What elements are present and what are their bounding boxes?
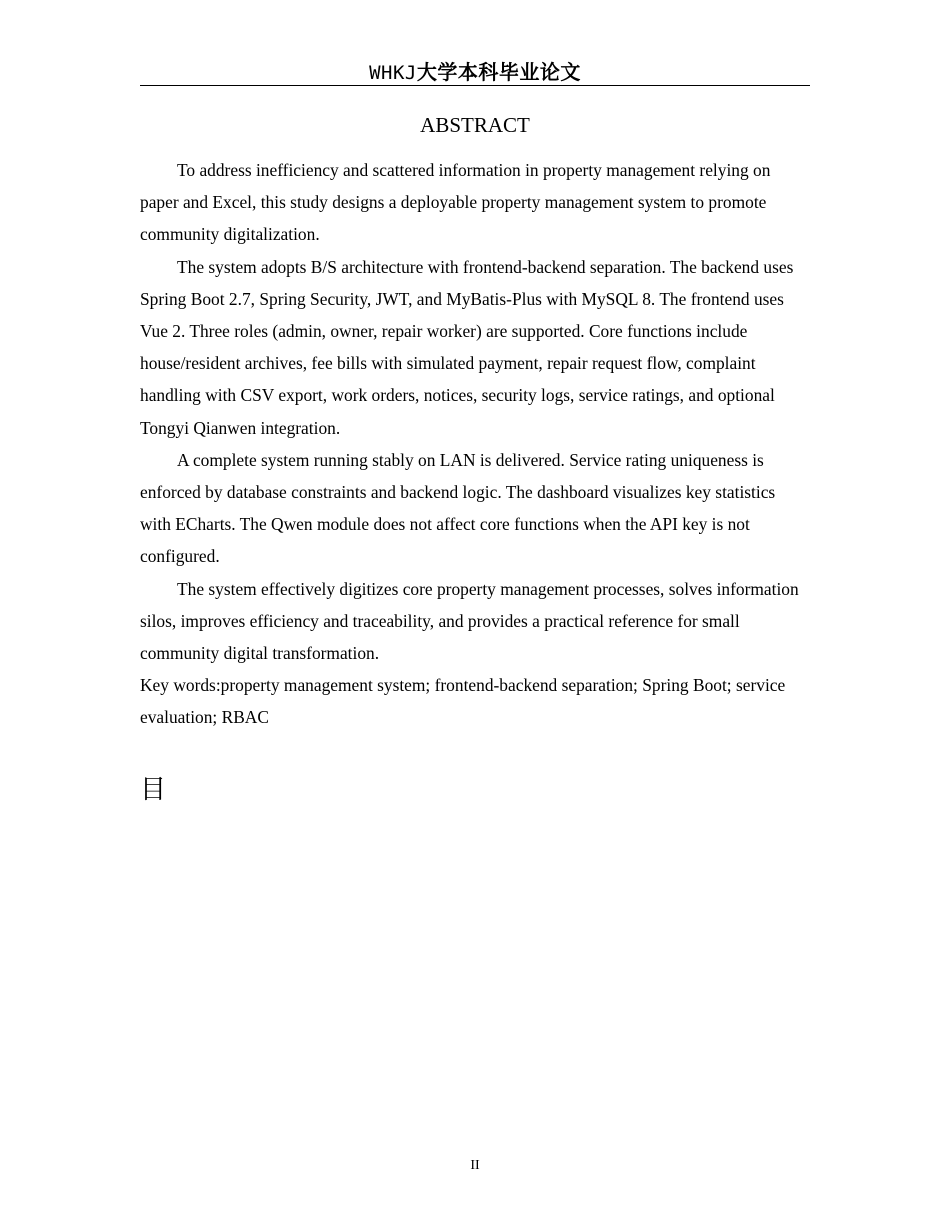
abstract-paragraph-3: A complete system running stably on LAN is delivered. Service rating uniqueness is enforced by database constraints and backend logic. The dashboard visualizes key statistics with ECharts. The Qwen module does not affect core functions when the API key is not configured. (140, 449, 776, 567)
running-header (140, 58, 810, 86)
header-latin-text: WHKJ (369, 62, 417, 84)
toc-heading: 目 (140, 775, 167, 805)
abstract-paragraph-2: The system adopts B/S architecture with frontend-backend separation. The backend uses Spring Boot 2.7, Spring Security, JWT, and MyBatis-Plus with MySQL 8. The frontend uses Vue 2. Three roles (admin, owner, repair worker) are supported. Core functions include house/resident archives, fee bills with simulated payment, repair request flow, complaint handling with CSV export, work orders, notices, security logs, service ratings, and optional Tongyi Qianwen integration. (140, 256, 794, 438)
abstract-paragraph-1: To address inefficiency and scattered information in property management relying on paper and Excel, this study designs a deployable property management system to promote community digitalization. (140, 160, 771, 245)
abstract-keywords: Key words:property management system; frontend-backend separation; Spring Boot; service evaluation; RBAC (140, 675, 786, 728)
abstract-body (140, 154, 810, 734)
abstract-title: ABSTRACT (420, 113, 530, 137)
header-cjk-text: 大学本科毕业论文 (416, 60, 581, 84)
abstract-paragraph-4: The system effectively digitizes core property management processes, solves information silos, improves efficiency and traceability, and provides a practical reference for small community digital transformation. (140, 578, 799, 664)
page-number: II (470, 1158, 480, 1173)
